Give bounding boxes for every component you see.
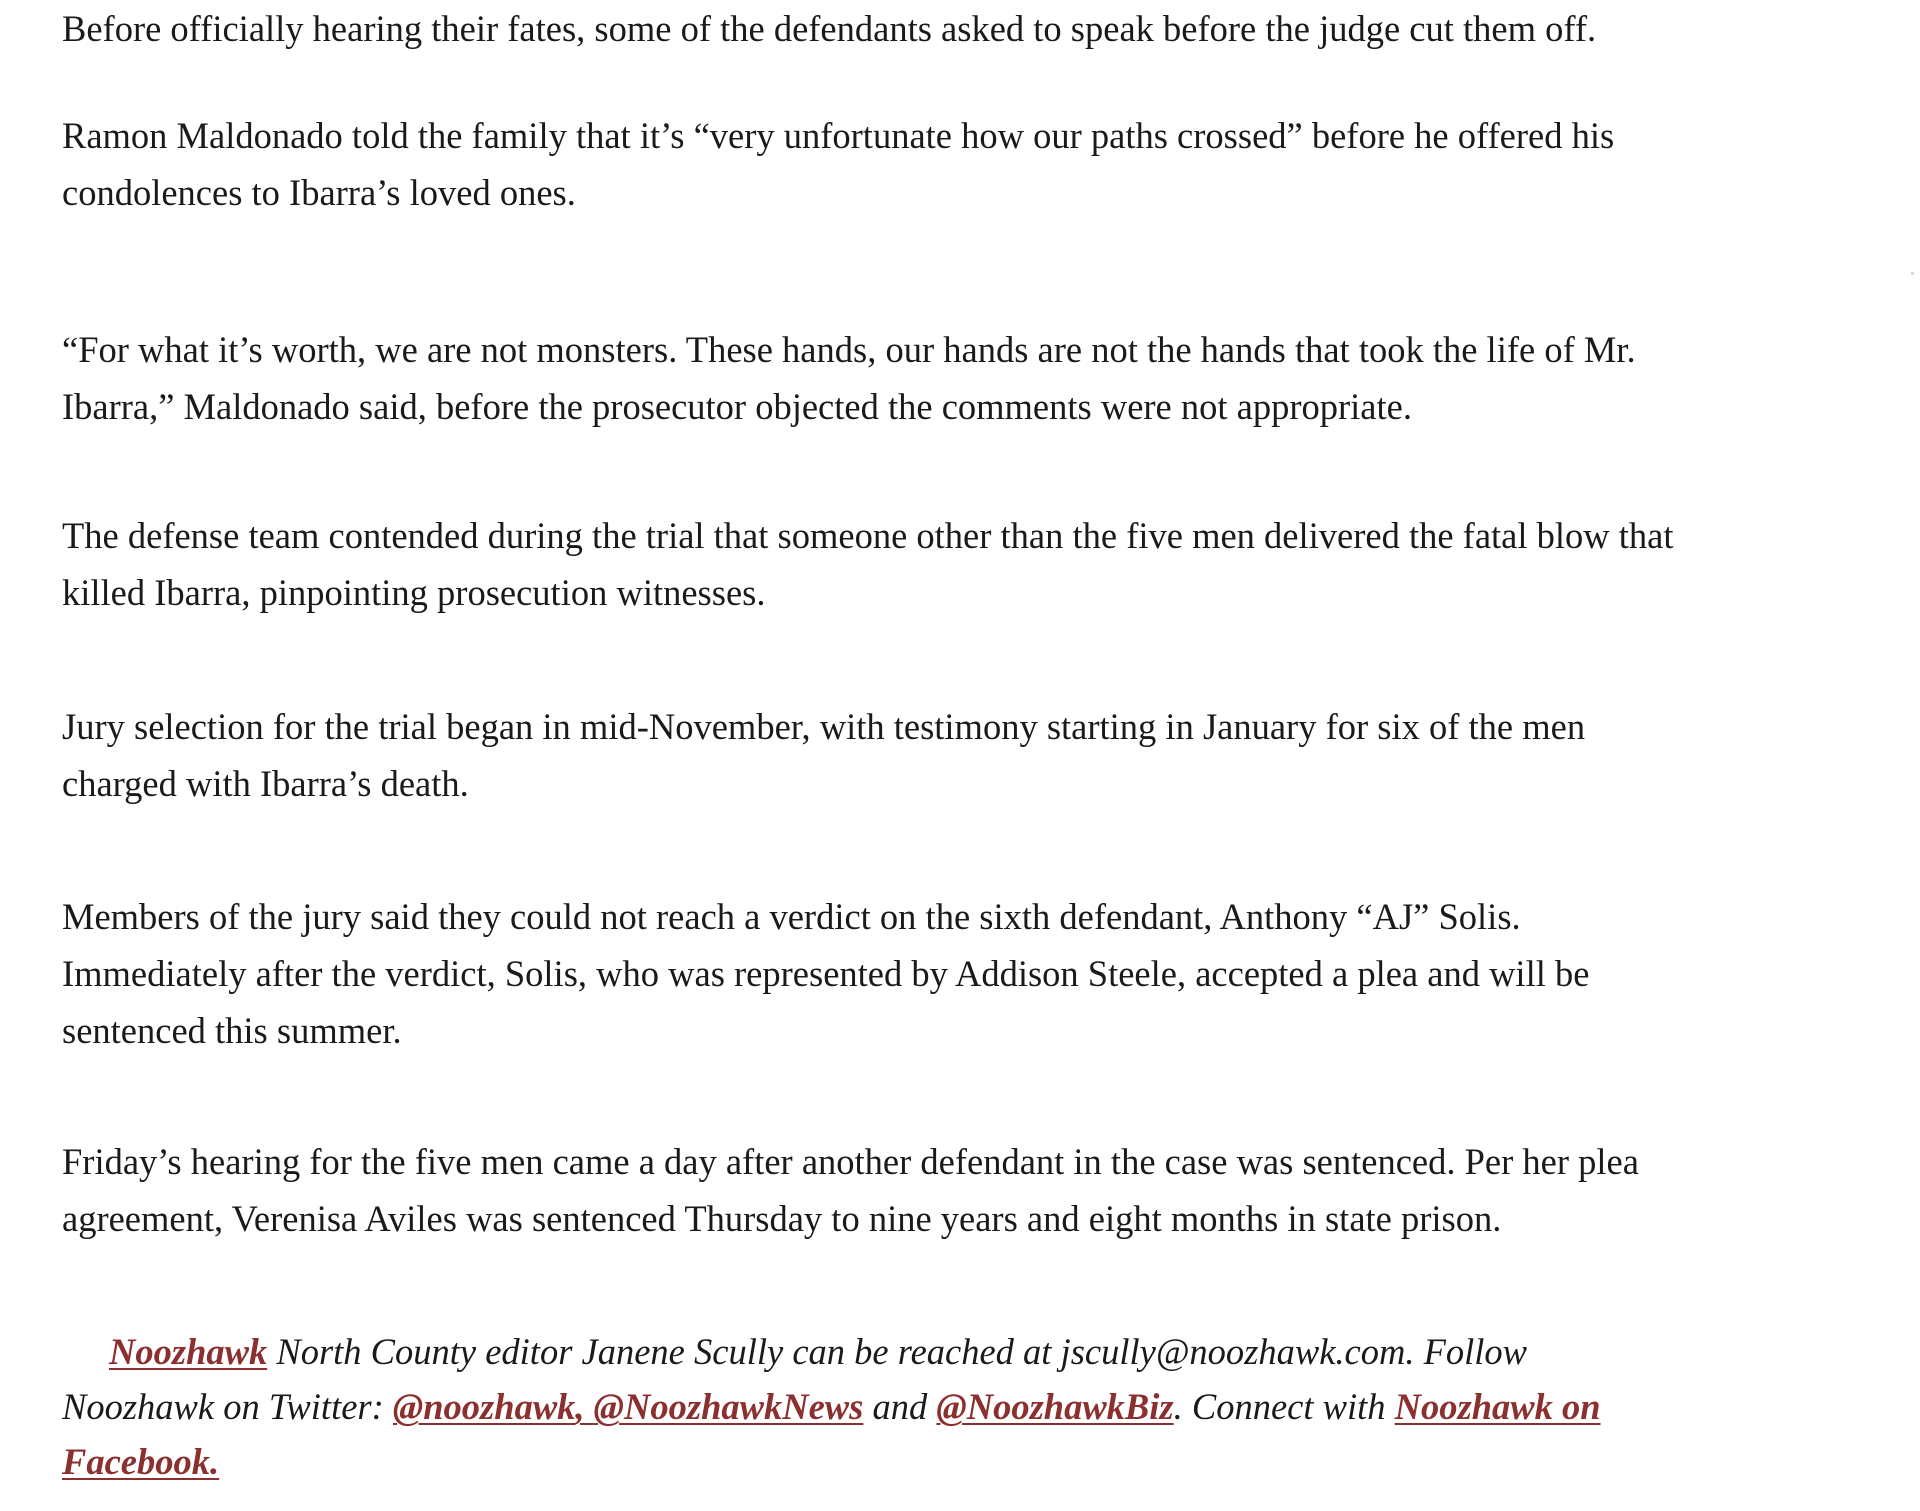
paragraph-1	[62, 0, 1862, 57]
paragraph-3	[62, 321, 1862, 435]
paragraph-line: Ramon Maldonado told the family that it’s “very unfortunate how our paths crossed” before he offered his	[62, 115, 1615, 156]
noozhawk-link[interactable]: Noozhawk	[109, 1331, 268, 1372]
credit-text: North County editor Janene Scully can be reached at jscully@noozhawk.com. Follow	[267, 1331, 1528, 1372]
paragraph-5	[62, 698, 1862, 812]
paragraph-7	[62, 1133, 1862, 1247]
twitter-noozhawk-link[interactable]: @noozhawk	[392, 1386, 576, 1427]
paragraph-line: Members of the jury said they could not reach a verdict on the sixth defendant, Anthony “AJ” Solis.	[62, 896, 1521, 937]
paragraph-6	[62, 888, 1862, 1059]
paragraph-2	[62, 107, 1862, 221]
twitter-separator: ,	[575, 1386, 594, 1427]
scan-speck	[1911, 272, 1914, 275]
twitter-noozhawkbiz-link[interactable]: @NoozhawkBiz	[936, 1386, 1174, 1427]
paragraph-line: sentenced this summer.	[62, 1010, 402, 1051]
paragraph-line: agreement, Verenisa Aviles was sentenced Thursday to nine years and eight months in state prison.	[62, 1198, 1502, 1239]
credit-text: . Connect with	[1173, 1386, 1395, 1427]
author-credit	[62, 1324, 1862, 1489]
facebook-link-continued[interactable]: Facebook	[62, 1441, 210, 1482]
paragraph-4	[62, 507, 1862, 621]
paragraph-line: Immediately after the verdict, Solis, who was represented by Addison Steele, accepted a plea and will be	[62, 953, 1590, 994]
paragraph-line: Friday’s hearing for the five men came a day after another defendant in the case was sentenced. Per her plea	[62, 1141, 1639, 1182]
credit-text: Noozhawk on Twitter:	[62, 1386, 393, 1427]
paragraph-line: Before officially hearing their fates, some of the defendants asked to speak before the judge cut them off.	[62, 8, 1597, 49]
credit-line	[62, 1324, 1862, 1379]
paragraph-line: charged with Ibarra’s death.	[62, 763, 469, 804]
paragraph-line: condolences to Ibarra’s loved ones.	[62, 172, 576, 213]
credit-line	[62, 1434, 1862, 1489]
credit-text: and	[863, 1386, 937, 1427]
twitter-noozhawknews-link[interactable]: @NoozhawkNews	[593, 1386, 864, 1427]
paragraph-line: Ibarra,” Maldonado said, before the prosecutor objected the comments were not appropriate.	[62, 386, 1412, 427]
paragraph-line: Jury selection for the trial began in mid-November, with testimony starting in January for six of the men	[62, 706, 1586, 747]
credit-line	[62, 1379, 1862, 1434]
credit-end-period: .	[210, 1441, 220, 1482]
paragraph-line: killed Ibarra, pinpointing prosecution witnesses.	[62, 572, 766, 613]
paragraph-line: “For what it’s worth, we are not monsters. These hands, our hands are not the hands that took the life of Mr.	[62, 329, 1636, 370]
facebook-link[interactable]: Noozhawk on	[1394, 1386, 1601, 1427]
paragraph-line: The defense team contended during the trial that someone other than the five men delivered the fatal blow that	[62, 515, 1674, 556]
